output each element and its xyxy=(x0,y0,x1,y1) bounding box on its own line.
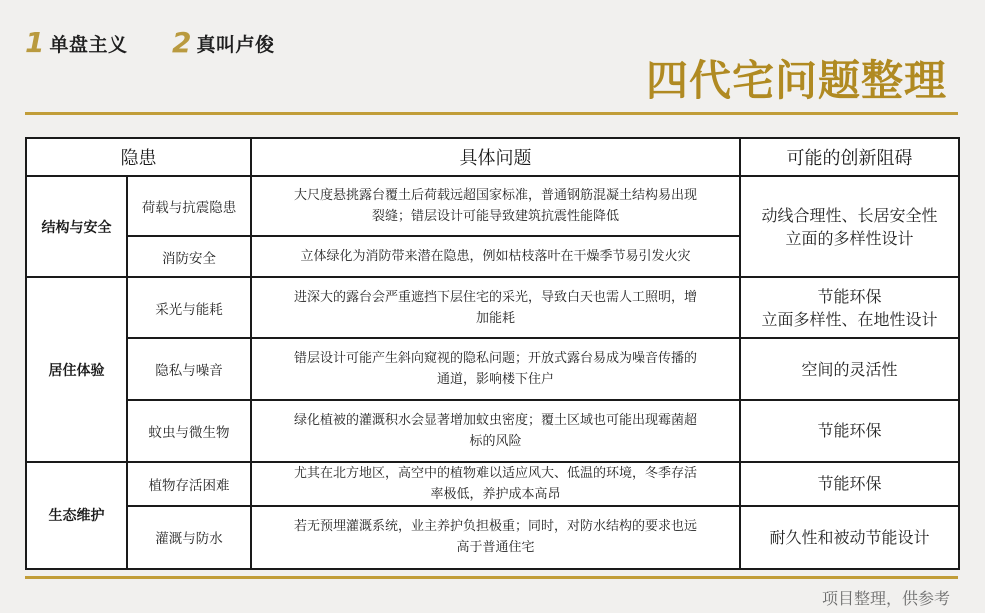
category-living-experience: 居住体验 xyxy=(26,277,127,461)
subcategory-fire-safety: 消防安全 xyxy=(127,236,251,277)
top-divider xyxy=(25,112,958,115)
subcategory-light-energy: 采光与能耗 xyxy=(127,277,251,338)
brand-danpanzhuyi xyxy=(25,28,128,58)
subcategory-privacy-noise: 隐私与噪音 xyxy=(127,338,251,399)
brand-name-one: 单盘主义 xyxy=(49,33,128,56)
footnote: 项目整理，供参考 xyxy=(821,589,950,608)
barrier-irrigation-waterproof: 耐久性和被动节能设计 xyxy=(740,506,959,569)
table-row xyxy=(26,176,959,236)
subcategory-plant-survival: 植物存活困难 xyxy=(127,462,251,506)
barrier-plant-survival: 节能环保 xyxy=(740,462,959,506)
category-structure-safety: 结构与安全 xyxy=(26,176,127,277)
table-row xyxy=(26,506,959,569)
table-header-row xyxy=(26,138,959,176)
subcategory-load-seismic: 荷载与抗震隐患 xyxy=(127,176,251,236)
subcategory-insects-microbes: 蚊虫与微生物 xyxy=(127,400,251,462)
barrier-structure-line2: 立面的多样性设计 xyxy=(785,228,914,248)
page-title: 四代宅问题整理 xyxy=(645,56,947,105)
barrier-structure-safety xyxy=(740,176,959,277)
barrier-light-line2: 立面多样性、在地性设计 xyxy=(761,309,938,329)
table-row xyxy=(26,277,959,338)
problem-light-energy: 进深大的露台会严重遮挡下层住宅的采光，导致白天也需人工照明，增加能耗 xyxy=(251,277,740,338)
header-problem: 具体问题 xyxy=(251,138,740,176)
table-row xyxy=(26,462,959,506)
barrier-structure-line1: 动线合理性、长居安全性 xyxy=(761,205,938,225)
bottom-divider xyxy=(25,576,958,579)
problem-insects-microbes: 绿化植被的灌溉积水会显著增加蚊虫密度；覆土区域也可能出现霉菌超标的风险 xyxy=(251,400,740,462)
brand-name-two: 真叫卢俊 xyxy=(196,33,275,56)
problem-privacy-noise: 错层设计可能产生斜向窥视的隐私问题；开放式露台易成为噪音传播的通道，影响楼下住户 xyxy=(251,338,740,399)
problem-load-seismic: 大尺度悬挑露台覆土后荷载远超国家标准，普通钢筋混凝土结构易出现裂缝；错层设计可能导致建筑抗震性能降低 xyxy=(251,176,740,236)
problem-fire-safety: 立体绿化为消防带来潜在隐患，例如枯枝落叶在干燥季节易引发火灾 xyxy=(251,236,740,277)
header-barrier: 可能的创新阻碍 xyxy=(740,138,959,176)
problem-irrigation-waterproof: 若无预埋灌溉系统，业主养护负担极重；同时，对防水结构的要求也远高于普通住宅 xyxy=(251,506,740,569)
problem-plant-survival: 尤其在北方地区，高空中的植物难以适应风大、低温的环境，冬季存活率极低，养护成本高昂 xyxy=(251,462,740,506)
brand-number-one: 1 xyxy=(25,26,45,59)
category-ecological-maintenance: 生态维护 xyxy=(26,462,127,569)
barrier-insects-microbes: 节能环保 xyxy=(740,400,959,462)
issues-table xyxy=(25,137,960,570)
barrier-light-line1: 节能环保 xyxy=(817,286,882,306)
subcategory-irrigation-waterproof: 灌溉与防水 xyxy=(127,506,251,569)
brand-zhenjiaolujun xyxy=(172,28,275,58)
table-row xyxy=(26,338,959,399)
brand-number-two: 2 xyxy=(172,26,192,59)
table-row xyxy=(26,400,959,462)
barrier-light-energy xyxy=(740,277,959,338)
header-hazard: 隐患 xyxy=(26,138,251,176)
barrier-privacy-noise: 空间的灵活性 xyxy=(740,338,959,399)
